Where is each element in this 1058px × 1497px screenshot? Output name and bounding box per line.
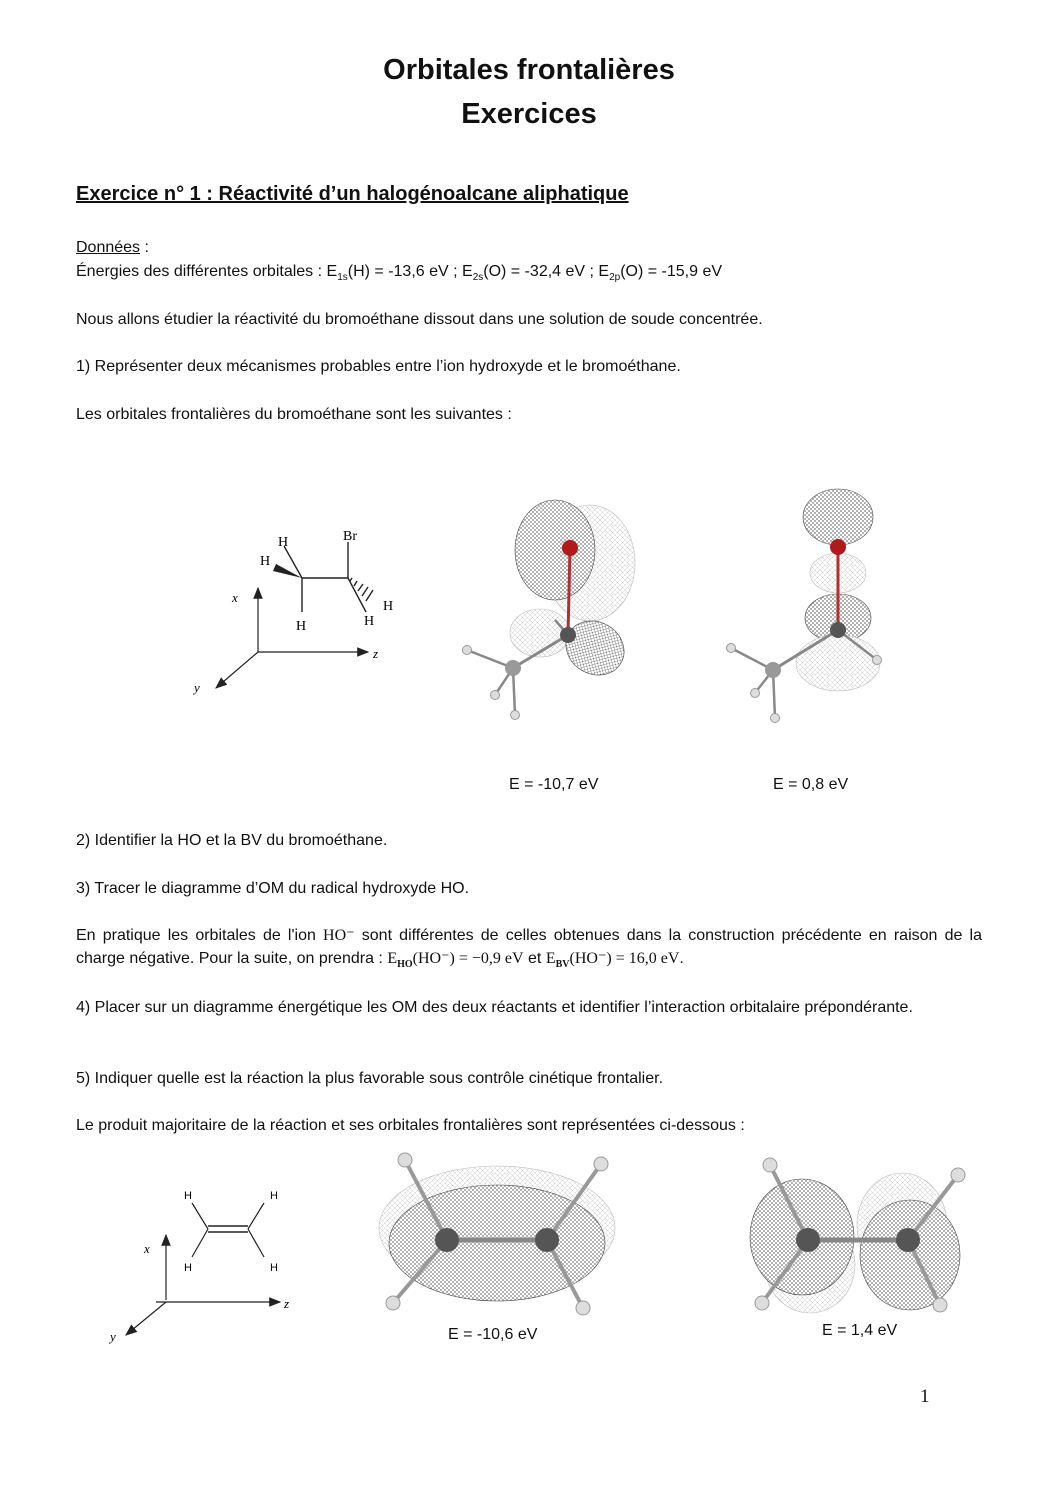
data-colon: : [140, 239, 149, 256]
atom-h: H [364, 614, 375, 629]
atom-br: Br [343, 529, 357, 544]
page-subtitle: Exercices [461, 98, 597, 130]
carbon-atom [830, 622, 846, 638]
exercise-heading: Exercice n° 1 : Réactivité d’un halogénoalcane aliphatique [76, 183, 629, 205]
eho-value: (HO⁻) = −0,9 eV [412, 950, 524, 967]
ethene-orbital-ho [375, 1148, 625, 1328]
question-5: 5) Indiquer quelle est la réaction la plus favorable sous contrôle cinétique frontalier. [76, 1070, 664, 1087]
intro-paragraph: Nous allons étudier la réactivité du bromoéthane dissout dans une solution de soude concentrée. [76, 311, 763, 328]
hydrogen-atom [771, 714, 780, 723]
carbon-atom [560, 627, 576, 643]
e2p-symbol: E [598, 263, 610, 280]
e1s-value: (H) = -13,6 eV ; [347, 263, 463, 280]
bromo-orbital-bv [715, 485, 905, 735]
cbr-bond [568, 548, 570, 635]
hydrogen-atom [386, 1296, 400, 1310]
hydrogen-atom [951, 1168, 965, 1182]
axis-y-label: y [110, 1329, 116, 1344]
axis-y [216, 652, 258, 688]
hydrogen-atom [511, 711, 520, 720]
bromo-orbital-ho [455, 490, 655, 730]
atom-h: H [270, 1262, 278, 1274]
axis-y-label: y [194, 680, 200, 695]
bromoethane-structure [180, 520, 420, 710]
e2s-value: (O) = -32,4 eV ; [483, 263, 599, 280]
axis-y [126, 1302, 166, 1335]
bromo-energy-ho: E = -10,7 eV [509, 776, 599, 793]
ethene-structure [100, 1175, 310, 1350]
ethene-orbital-bv [740, 1155, 975, 1325]
eho-sub: HO [397, 959, 413, 971]
e2p-sub: 2p [609, 272, 621, 284]
axis-x-label: x [144, 1241, 150, 1256]
hydrogen-atom [463, 646, 472, 655]
practice-text: sont différentes de celles obtenues dans la construction précédente en raison de la charge négative. Pour la suite, on prendra : [76, 927, 983, 967]
practice-text: En pratique les orbitales de l'ion [76, 927, 324, 944]
carbon-atom [505, 660, 521, 676]
e2p-value: (O) = -15,9 eV [620, 263, 723, 280]
ethene-energy-ho: E = -10,6 eV [448, 1326, 538, 1343]
page-title: Orbitales frontalières [383, 54, 675, 86]
lobe-dark [860, 1200, 960, 1310]
bromine-atom [830, 539, 846, 555]
axis-x-label: x [232, 590, 238, 605]
hydrogen-atom [933, 1298, 947, 1312]
hydrogen-atom [763, 1158, 777, 1172]
hydrogen-atom [727, 644, 736, 653]
lobe-dark [515, 500, 595, 600]
bromo-energy-bv: E = 0,8 eV [773, 776, 849, 793]
atom-h: H [260, 554, 271, 569]
e2s-symbol: E [462, 263, 473, 280]
carbon-atom [796, 1228, 820, 1252]
lobe-dark [803, 489, 873, 545]
e1s-sub: 1s [337, 272, 348, 284]
question-3: 3) Tracer le diagramme d’OM du radical hydroxyde HO. [76, 880, 470, 897]
ethene-energy-bv: E = 1,4 eV [822, 1322, 898, 1339]
carbon-atom [435, 1228, 459, 1252]
bromine-atom [562, 540, 578, 556]
practice-paragraph [76, 924, 982, 976]
axis-z-label: z [284, 1296, 290, 1311]
atom-h: H [296, 619, 307, 634]
energies-prefix: Énergies des différentes orbitales : [76, 263, 327, 280]
practice-end: . [679, 950, 684, 967]
data-label: Données [76, 239, 141, 256]
hydrogen-atom [751, 689, 760, 698]
orbitals-intro: Les orbitales frontalières du bromoéthane sont les suivantes : [76, 406, 512, 423]
practice-and: et [523, 950, 546, 967]
ion-formula: HO⁻ [323, 927, 355, 944]
e2s-sub: 2s [472, 272, 484, 284]
hydrogen-atom [398, 1153, 412, 1167]
product-intro: Le produit majoritaire de la réaction et ses orbitales frontalières sont représentées ci-dessous : [76, 1117, 745, 1134]
eho-symbol: E [387, 950, 398, 967]
axis-z-label: z [373, 646, 379, 661]
question-2: 2) Identifier la HO et la BV du bromoéthane. [76, 832, 388, 849]
carbon-atom [765, 662, 781, 678]
ebv-sub: BV [555, 959, 570, 971]
atom-h: H [278, 535, 289, 550]
question-4: 4) Placer sur un diagramme énergétique les OM des deux réactants et identifier l’interaction orbitalaire prépondérante. [76, 999, 913, 1016]
carbon-atom [535, 1228, 559, 1252]
e1s-symbol: E [326, 263, 338, 280]
hydrogen-atom [755, 1296, 769, 1310]
atom-h: H [184, 1190, 192, 1202]
question-1: 1) Représenter deux mécanismes probables entre l’ion hydroxyde et le bromoéthane. [76, 358, 681, 375]
hydrogen-atom [873, 656, 882, 665]
atom-h: H [383, 599, 394, 614]
page-number: 1 [920, 1386, 930, 1407]
energies-line [76, 260, 982, 289]
hydrogen-atom [594, 1157, 608, 1171]
atom-h: H [270, 1190, 278, 1202]
data-label-line [76, 236, 982, 259]
hydrogen-atom [576, 1301, 590, 1315]
ebv-symbol: E [545, 950, 556, 967]
ebv-value: (HO⁻) = 16,0 eV [569, 950, 680, 967]
atom-h: H [184, 1262, 192, 1274]
hydrogen-atom [491, 691, 500, 700]
lobe-light [796, 635, 880, 691]
carbon-atom [896, 1228, 920, 1252]
